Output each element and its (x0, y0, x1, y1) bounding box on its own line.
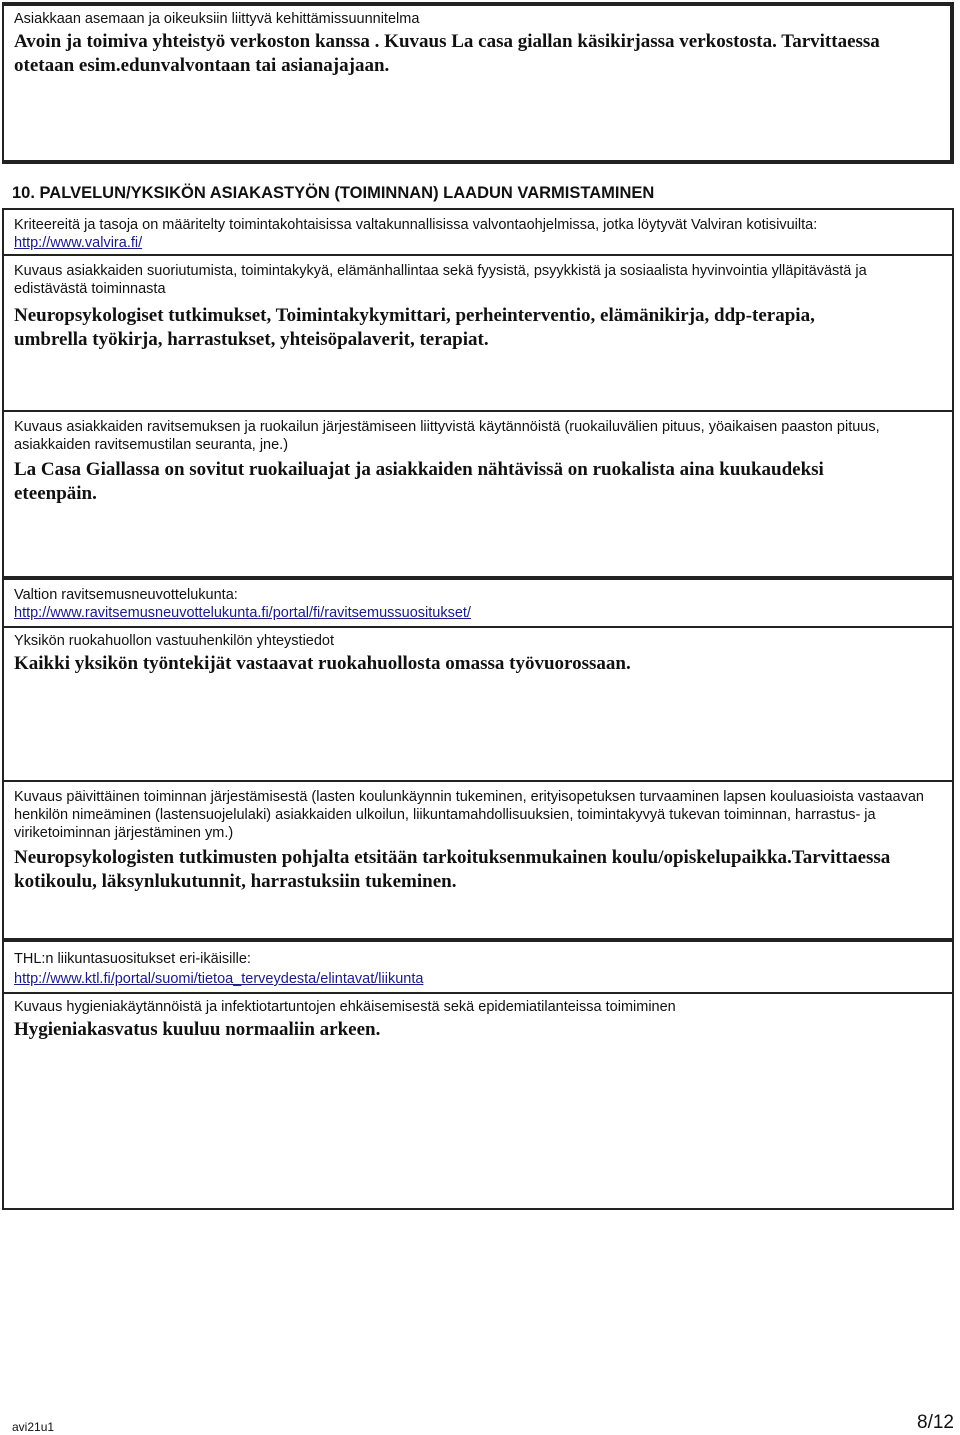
thl-box (2, 940, 954, 992)
nutrition-ref-link[interactable]: http://www.ravitsemusneuvottelukunta.fi/portal/fi/ravitsemussuositukset/ (14, 605, 471, 621)
functioning-label: Kuvaus asiakkaiden suoriutumista, toimintakykyä, elämänhallintaa sekä fyysistä, psyykkistä ja sosiaalista hyvinvointia ylläpitävästä ja edistävästä toiminnasta (14, 263, 867, 297)
section-heading: 10. PALVELUN/YKSIKÖN ASIAKASTYÖN (TOIMINNAN) LAADUN VARMISTAMINEN (12, 184, 655, 202)
nutrition-label: Kuvaus asiakkaiden ravitsemuksen ja ruokailun järjestämiseen liittyvistä käytännöistä (ruokailuvälien pituus, yöaikaisen paaston pituus, asiakkaiden ravitsemustilan seuranta, jne.) (14, 419, 880, 453)
hygiene-box (2, 992, 954, 1210)
functioning-box (2, 254, 954, 412)
food-contact-answer: Kaikki yksikön työntekijät vastaavat ruokahuollosta omassa työvuorossaan. (14, 653, 631, 674)
thl-label: THL:n liikuntasuositukset eri-ikäisille: (14, 951, 251, 967)
nutrition-box (2, 412, 954, 578)
thl-link[interactable]: http://www.ktl.fi/portal/suomi/tietoa_terveydesta/elintavat/liikunta (14, 971, 424, 987)
nutrition-ref-label: Valtion ravitsemusneuvottelukunta: (14, 587, 238, 603)
criteria-description: Kriteereitä ja tasoja on määritelty toimintakohtaisissa valtakunnallisissa valvontaohjelmissa, jotka löytyvät Valviran kotisivuilta: (14, 217, 818, 233)
functioning-answer: Neuropsykologiset tutkimukset, Toimintakykymittari, perheinterventio, elämänikirja, ddp-terapia, umbrella työkirja, harrastukset, yhteisöpalaverit, terapiat. (14, 305, 815, 350)
criteria-box (2, 208, 954, 254)
footer-code: avi21u1 (12, 1420, 55, 1434)
daily-box (2, 782, 954, 940)
food-contact-label: Yksikön ruokahuollon vastuuhenkilön yhteystiedot (14, 633, 335, 649)
hygiene-answer: Hygieniakasvatus kuuluu normaaliin arkeen. (14, 1019, 381, 1040)
plan-answer: Avoin ja toimiva yhteistyö verkoston kanssa . Kuvaus La casa giallan käsikirjassa verkostosta. Tarvittaessa otetaan esim.edunvalvontaan tai asianajajaan. (14, 31, 880, 76)
criteria-text (14, 216, 942, 252)
plan-box (2, 2, 954, 164)
food-contact-box (2, 626, 954, 782)
daily-label: Kuvaus päivittäinen toiminnan järjestämisestä (lasten koulunkäynnin tukeminen, erityisopetuksen turvaaminen lapsen kouluasioista vastaavan henkilön nimeäminen (lastensuojelulaki) asiakkaiden ulkoilun, liikuntamahdollisuuksien, toimintakyvyä tukevan toiminnan, harrastus- ja viriketoiminnan järjestäminen ym.) (14, 789, 924, 841)
hygiene-label: Kuvaus hygieniakäytännöistä ja infektiotartuntojen ehkäisemisestä sekä epidemiatilanteissa toimiminen (14, 999, 676, 1015)
page-number: 8/12 (917, 1412, 954, 1433)
valvira-link[interactable]: http://www.valvira.fi/ (14, 235, 143, 251)
nutrition-ref-box (2, 578, 954, 626)
nutrition-answer: La Casa Giallassa on sovitut ruokailuajat ja asiakkaiden nähtävissä on ruokalista aina kuukaudeksi eteenpäin. (14, 459, 824, 504)
plan-label: Asiakkaan asemaan ja oikeuksiin liittyvä kehittämissuunnitelma (14, 11, 420, 27)
daily-answer: Neuropsykologisten tutkimusten pohjalta etsitään tarkoituksenmukainen koulu/opiskelupaikka.Tarvittaessa kotikoulu, läksynlukutunnit, harrastuksiin tukeminen. (14, 847, 891, 892)
